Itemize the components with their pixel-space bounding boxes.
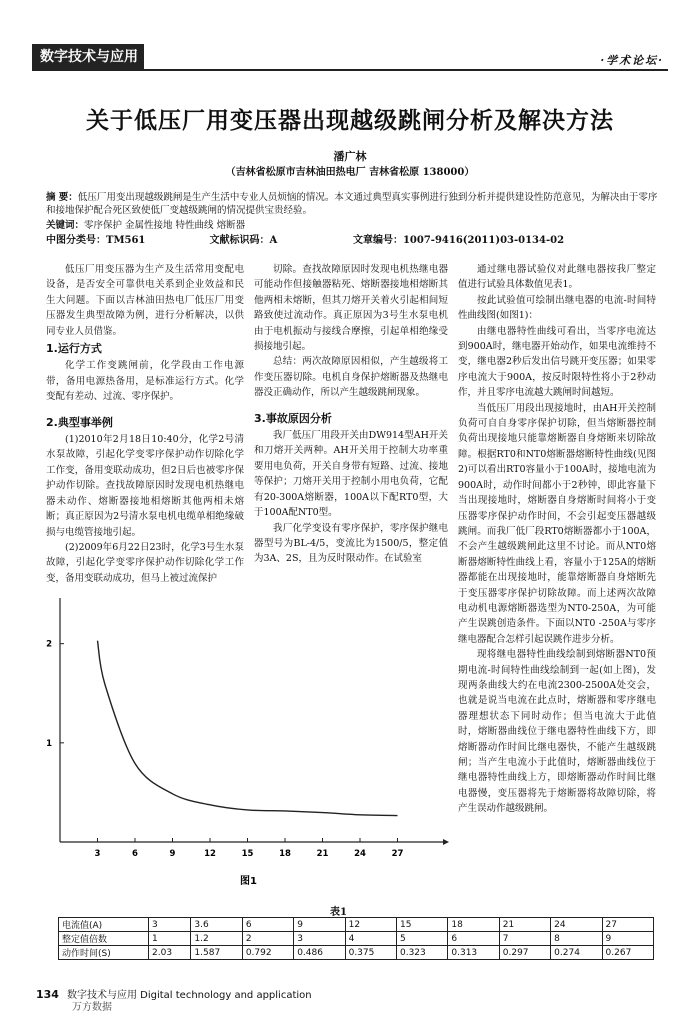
table-cell: 1.2 [191, 932, 242, 946]
paragraph: (1)2010年2月18日10:40分，化学2号清水泵故障，引起化学变零序保护动作切除化学工作变，备用变联动成功，但2日后也被零序保护动作切除。查找故障原因时发现电机热继电器未动作、熔断器接地相熔断其他两相未熔断；真正原因为2号清水泵电机电缆单相绝缘破损与电缆管接地引起。 [46, 434, 244, 538]
table-cell: 6 [448, 932, 499, 946]
table-cell: 2.03 [149, 946, 191, 960]
section-heading: 2.典型事举例 [46, 415, 113, 429]
keywords [46, 219, 666, 232]
table-cell: 5 [396, 932, 447, 946]
row-label: 动作时间(S) [59, 946, 149, 960]
paragraph: 低压厂用变压器为生产及生活常用变配电设备，是否安全可靠供电关系到企业效益和民生大问题。下面以吉林油田热电厂低压厂用变压器发生典型故障为例，进行分析解决，以供同专业人员借鉴。 [46, 264, 244, 337]
table-cell: 3 [294, 932, 345, 946]
table-cell: 0.486 [294, 946, 345, 960]
table-row [59, 918, 654, 932]
relay-curve [98, 641, 398, 816]
x-tick-label: 9 [169, 849, 176, 859]
column-label: ·学术论坛· [600, 54, 664, 67]
x-tick-label: 6 [132, 849, 138, 859]
paragraph: 我厂化学变设有零序保护，零序保护继电器型号为BL-4/5，变流比为1500/5，整定值为3A、2S，且为反时限动作。在试验室 [254, 522, 448, 565]
column-3 [458, 262, 656, 817]
classification-line [46, 234, 666, 247]
journal-name: 数字技术与应用 Digital technology and application [66, 990, 312, 1001]
table-cell: 18 [448, 918, 499, 932]
paragraph: 通过继电器试验仪对此继电器按我厂整定值进行试验具体数值见表1。 [458, 264, 656, 291]
table-cell: 1 [149, 932, 191, 946]
x-tick-label: 18 [279, 849, 291, 859]
figure-1-chart [40, 592, 450, 892]
paragraph: 化学工作变跳闸前，化学段由工作电源带，备用电源热备用，是标准运行方式。化学变配有差动、过流、零序保护。 [46, 360, 244, 403]
paragraph: 由继电器特性曲线可看出，当零序电流达到900A时，继电器开始动作，如果电流维持不变，继电器2秒后发出信号跳开变压器；如果零序电流大于900A，按反时限特性将小于2秒动作，并且零序电流越大跳闸时间越短。 [458, 325, 656, 399]
section-heading: 1.运行方式 [46, 342, 102, 356]
column-2 [254, 262, 448, 567]
table-cell: 0.267 [602, 946, 653, 960]
x-tick-label: 12 [204, 849, 216, 859]
section-heading: 3.事故原因分析 [254, 411, 332, 425]
test-data-table [58, 917, 654, 960]
table-cell: 9 [294, 918, 345, 932]
table-cell: 0.792 [242, 946, 293, 960]
column-1 [46, 262, 244, 586]
table-cell: 0.375 [345, 946, 396, 960]
y-tick-label: 1 [46, 738, 52, 749]
abstract-label: 摘 要： [46, 192, 78, 203]
table-cell: 24 [551, 918, 602, 932]
table-cell: 3 [149, 918, 191, 932]
article-number: 文章编号：1007-9416(2011)03-0134-02 [352, 235, 565, 246]
table-cell: 0.274 [551, 946, 602, 960]
abstract-text: 低压厂用变出现越级跳闸是生产生活中专业人员烦恼的情况。本文通过典型真实事例进行独到分析并提供建设性防范意见，为解决由于零序和接地保护配合死区致使低厂变越级跳闸的情况提供宝贵经验。 [46, 192, 658, 216]
section-tab: 数字技术与应用 [32, 44, 144, 70]
table-cell: 9 [602, 932, 653, 946]
x-tick-label: 21 [316, 849, 329, 859]
x-tick-label: 27 [391, 849, 404, 859]
paragraph: 当低压厂用段出现接地时，由AH开关控制负荷可自自身零序保护切除，但当熔断器控制负荷出现接地只能靠熔断器自身熔断来切除故障。根据RT0和NT0熔断器熔断特性曲线(见图2)可以看出RT0容量小于100A时，接地电流为900A时，动作时间都小于2秒钟，即此容量下当出现接地时，熔断器自身熔断时间将小于变压器零序保护动作时间，不会引起变压器越级跳闸。而我厂低厂段RT0熔断器都小于100A，不会产生越级跳闸此这里不讨论。而从NT0熔断器熔断特性曲线上看，容量小于125A的熔断器都能在出现接地时，能靠熔断器自身熔断先于变压器零序保护切除故障。而上述两次故障电动机电源熔断器选型为NT0-250A，为可能产生误跳创造条件。下面以NT0 -250A与零序继电器配合怎样引起误跳作进步分析。 [458, 402, 656, 645]
watermark: 万方数据 [72, 1002, 112, 1013]
paragraph: 总结：两次故障原因相似，产生越级将工作变压器切除。电机自身保护熔断器及热继电器没正确动作，所以产生越级跳闸现象。 [254, 356, 448, 399]
table-cell: 21 [499, 918, 550, 932]
table-cell: 27 [602, 918, 653, 932]
table-cell: 0.297 [499, 946, 550, 960]
table-cell: 15 [396, 918, 447, 932]
table-cell: 12 [345, 918, 396, 932]
paragraph: 我厂低压厂用段开关由DW914型AH开关和刀熔开关两种。AH开关用于控制大功率重要用电负荷，开关自身带有短路、过流、接地等保护；刀熔开关用于控制小用电负荷，它配有20-300A熔断器，100A以下配RT0型，大于100A配NT0型。 [254, 430, 448, 519]
document-code: 文献标识码：A [209, 235, 278, 246]
keywords-text: 零序保护 金属性接地 特性曲线 熔断器 [84, 220, 246, 231]
table-cell: 3.6 [191, 918, 242, 932]
paragraph: 切除。查找故障原因时发现电机热继电器可能动作但接触器粘死、熔断器接地相熔断其他两相未熔断，但其刀熔开关着火引起相间短路致使过流动作。真正原因为3号生水泵电机由于电机振动与接线合摩擦，引起单相绝缘受损接地引起。 [254, 264, 448, 353]
abstract [46, 191, 666, 217]
table-cell: 0.323 [396, 946, 447, 960]
table-cell: 0.313 [448, 946, 499, 960]
keywords-label: 关键词： [46, 220, 85, 231]
clc-number: 中图分类号：TM561 [46, 235, 146, 246]
row-label: 整定值倍数 [59, 932, 149, 946]
table-row [59, 946, 654, 960]
table-cell: 2 [242, 932, 293, 946]
table-cell: 4 [345, 932, 396, 946]
figure-caption: 图1 [240, 876, 257, 887]
paragraph: (2)2009年6月22日23时，化学3号生水泵故障，引起化学变零序保护动作切除化学工作变，备用变联动成功，但马上被过流保护 [46, 541, 244, 584]
affiliation: （吉林省松原市吉林油田热电厂 吉林省松原 138000） [225, 167, 475, 178]
x-tick-label: 24 [354, 849, 366, 859]
table-cell: 1.587 [191, 946, 242, 960]
table-cell: 6 [242, 918, 293, 932]
x-tick-label: 3 [94, 849, 101, 859]
paragraph: 按此试验值可绘制出继电器的电流-时间特性曲线图(如图1)： [458, 294, 656, 322]
article-title: 关于低压厂用变压器出现越级跳闸分析及解决方法 [86, 107, 614, 134]
paragraph: 现将继电器特性曲线绘制到熔断器NT0预期电流-时间特性曲线绘制到一起(如上图)，发现两条曲线大约在电流2300-2500A处交会，也就是说当电流在此点时，熔断器和零序继电器理想状态下同时动作；但当电流大于此值时，熔断器曲线位于继电器特性曲线下方，即熔断器动作时间比继电器快，不能产生越级跳闸；当产生电流小于此值时，熔断器曲线位于继电器特性曲线上方，即熔断器动作时间比继电器慢，变压器将先于熔断器将故障切除，将产生误动作越级跳闸。 [458, 649, 656, 815]
header-rule [32, 69, 668, 71]
table-cell: 8 [551, 932, 602, 946]
x-axis-arrow [443, 839, 449, 845]
table-cell: 7 [499, 932, 550, 946]
row-label: 电流值(A) [59, 918, 149, 932]
page-number: 134 [36, 988, 59, 1001]
table-caption: 表1 [330, 907, 347, 918]
x-tick-label: 15 [241, 849, 254, 859]
y-tick-label: 2 [46, 639, 52, 650]
author: 潘广林 [333, 150, 367, 163]
table-row [59, 932, 654, 946]
